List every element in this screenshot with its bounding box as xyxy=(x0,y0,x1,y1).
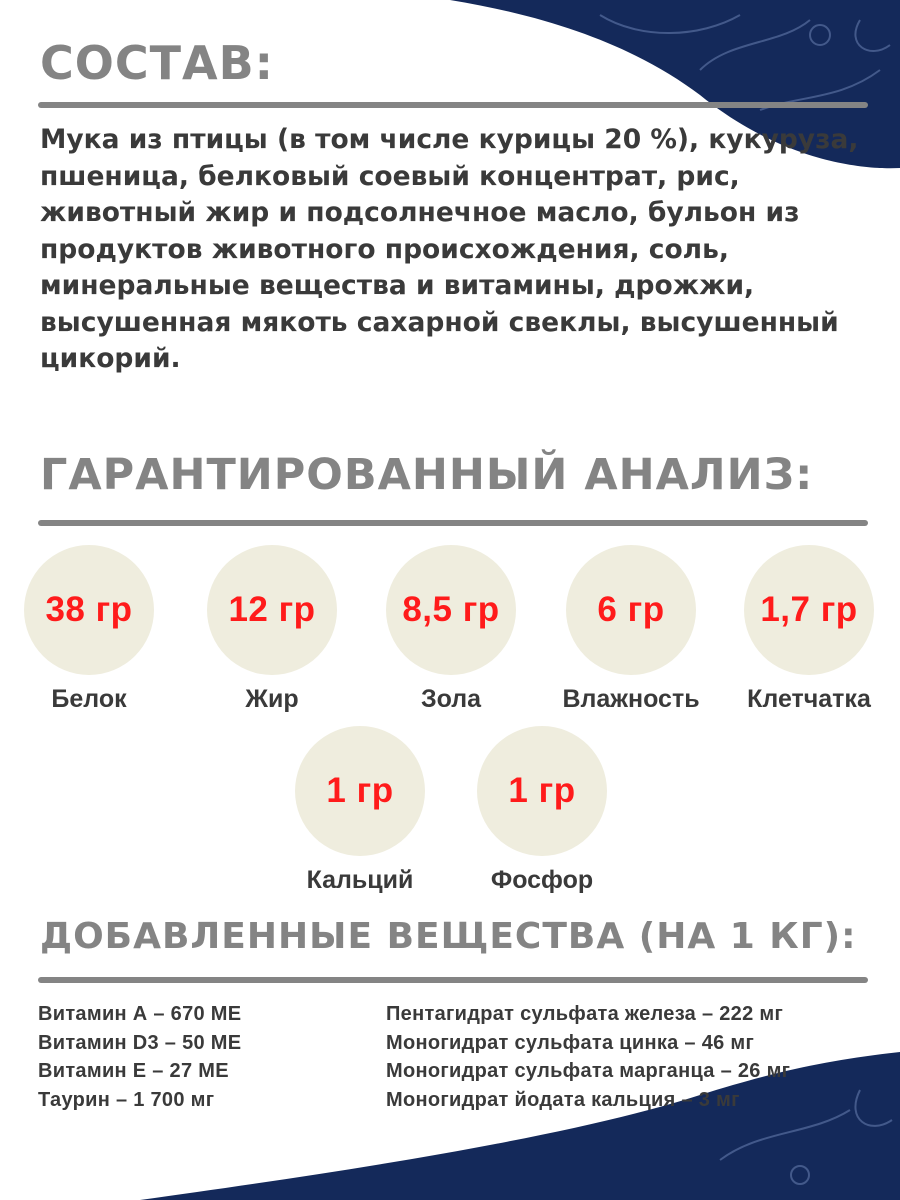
nutrient-value: 12 гр xyxy=(228,590,316,629)
additives-divider xyxy=(38,977,868,983)
nutrient-fat xyxy=(182,545,362,735)
nutrient-ash xyxy=(361,545,541,735)
nutrient-moisture xyxy=(541,545,721,735)
composition-divider xyxy=(38,102,868,108)
nutrient-value: 1 гр xyxy=(508,771,576,810)
list-item: Моногидрат сульфата цинка – 46 мг xyxy=(386,1031,755,1054)
list-item: Витамин Е – 27 МЕ xyxy=(38,1060,229,1082)
nutrient-circle xyxy=(24,545,154,675)
list-item: Витамин D3 – 50 МЕ xyxy=(38,1031,242,1054)
analysis-divider xyxy=(38,520,868,526)
list-item: Таурин – 1 700 мг xyxy=(38,1088,215,1111)
nutrient-value: 1,7 гр xyxy=(760,590,858,629)
nutrient-circle xyxy=(477,726,607,856)
nutrient-value: 6 гр xyxy=(597,590,665,629)
list-item: Моногидрат йодата кальция – 3 мг xyxy=(386,1088,740,1111)
additives-minerals-list xyxy=(386,1000,790,1114)
nutrient-fiber xyxy=(719,545,899,735)
nutrient-circle xyxy=(566,545,696,675)
list-item: Витамин А – 670 МЕ xyxy=(38,1003,242,1025)
additives-title: ДОБАВЛЕННЫЕ ВЕЩЕСТВА (НА 1 КГ): xyxy=(40,916,857,957)
nutrient-protein xyxy=(0,545,179,735)
nutrient-label: Жир xyxy=(245,685,299,713)
nutrient-circle xyxy=(295,726,425,856)
nutrient-label: Влажность xyxy=(562,685,700,713)
nutrient-circle xyxy=(744,545,874,675)
list-item: Пентагидрат сульфата железа – 222 мг xyxy=(386,1003,784,1025)
nutrient-calcium xyxy=(270,726,450,916)
nutrient-circle xyxy=(207,545,337,675)
nutrient-value: 8,5 гр xyxy=(402,590,500,629)
nutrient-label: Кальций xyxy=(306,866,414,894)
nutrient-phosphorus xyxy=(452,726,632,916)
nutrient-label: Белок xyxy=(51,685,127,713)
nutrient-circle xyxy=(386,545,516,675)
nutrient-label: Зола xyxy=(420,685,482,713)
additives-vitamins-list xyxy=(38,1000,241,1114)
nutrient-label: Клетчатка xyxy=(747,685,871,713)
nutrient-label: Фосфор xyxy=(490,866,594,894)
list-item: Моногидрат сульфата марганца – 26 мг xyxy=(386,1060,791,1082)
nutrient-value: 1 гр xyxy=(326,771,394,810)
composition-text: Мука из птицы (в том числе курицы 20 %), кукуруза, пшеница, белковый соевый концентрат, рис, животный жир и подсолнечное масло, бульон из продуктов животного происхождения, соль, минеральные вещества и витамины, дрожжи, высушенная мякоть сахарной свеклы, высушенный цикорий. xyxy=(40,124,859,374)
analysis-title: ГАРАНТИРОВАННЫЙ АНАЛИЗ: xyxy=(40,450,814,500)
composition-title: СОСТАВ: xyxy=(40,36,275,90)
nutrient-value: 38 гр xyxy=(45,590,133,629)
